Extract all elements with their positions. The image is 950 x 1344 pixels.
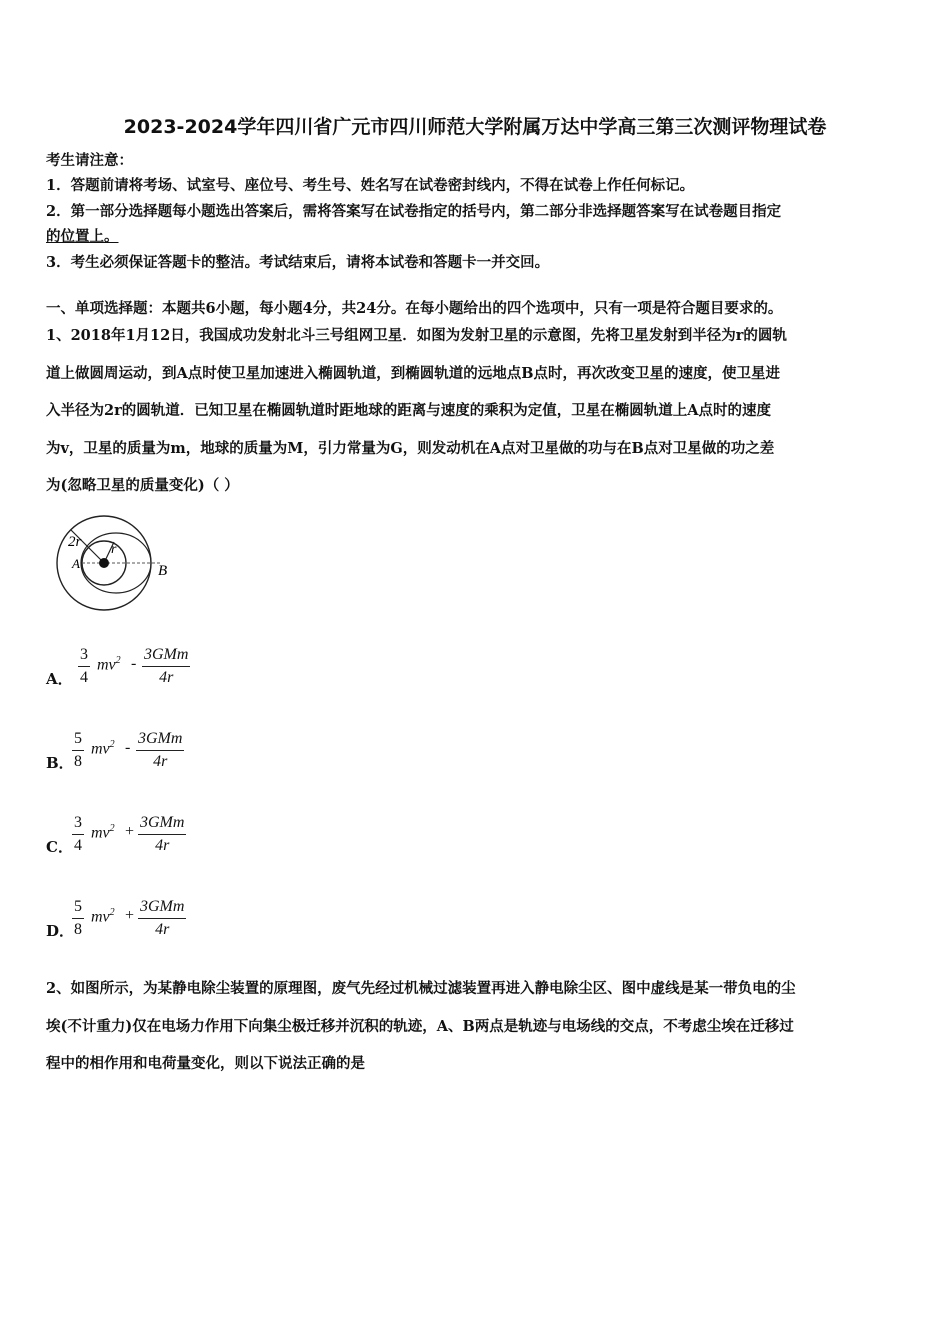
section-1-heading: 一、单项选择题：本题共6小题，每小题4分，共24分。在每小题给出的四个选项中，只有一项是符合题目要求的。: [46, 300, 783, 317]
option-a-fraction: 3GMm 4r: [144, 646, 189, 686]
option-c-sign: +: [125, 823, 135, 840]
option-d-sign: +: [125, 907, 135, 924]
option-d-fraction: 3GMm 4r: [140, 898, 185, 938]
option-b-term: $mv^2$: [91, 739, 115, 758]
option-d-label[interactable]: D．: [46, 922, 75, 940]
notice-item-2-line-1: 2．第一部分选择题每小题选出答案后，需将答案写在试卷指定的括号内，第二部分非选择题答案写在试卷题目指定: [46, 203, 782, 220]
q1-line-2: 道上做圆周运动，到A点时使卫星加速进入椭圆轨道，到椭圆轨道的远地点B点时，再次改变卫星的速度，使卫星进: [46, 365, 781, 382]
option-b-sign: -: [125, 739, 131, 756]
q1-line-3: 入半径为2r的圆轨道．已知卫星在椭圆轨道时距地球的距离与速度的乘积为定值，卫星在椭圆轨道上A点时的速度: [46, 402, 771, 419]
option-d-coeff: $\frac{5}{8}$: [74, 898, 82, 938]
q2-line-3: 程中的相作用和电荷量变化，则以下说法正确的是: [46, 1055, 365, 1072]
option-b-coeff: $\frac{5}{8}$: [74, 730, 82, 770]
option-b-label[interactable]: B．: [46, 754, 74, 772]
label-b: B: [158, 563, 168, 579]
option-a-label[interactable]: A．: [46, 670, 73, 688]
label-r: r: [111, 542, 117, 557]
option-d-term: $mv^2$: [91, 907, 115, 926]
option-c-term: $mv^2$: [91, 823, 115, 842]
option-c-coeff: $\frac{3}{4}$: [74, 814, 82, 854]
exam-title: 2023-2024学年四川省广元市四川师范大学附属万达中学高三第三次测评物理试卷: [123, 116, 827, 138]
q2-line-1: 2、如图所示，为某静电除尘装置的原理图，废气先经过机械过滤装置再进入静电除尘区、图中虚线是某一带负电的尘: [46, 980, 796, 997]
earth: [99, 558, 109, 568]
label-a: A: [72, 556, 80, 571]
notice-item-2-line-2: 的位置上。: [46, 228, 119, 245]
notice-item-1: 1．答题前请将考场、试室号、座位号、考生号、姓名写在试卷密封线内，不得在试卷上作任何标记。: [46, 177, 695, 194]
q1-line-1: 1、2018年1月12日，我国成功发射北斗三号组网卫星．如图为发射卫星的示意图，先将卫星发射到半径为r的圆轨: [46, 327, 787, 344]
notice-item-3: 3．考生必须保证答题卡的整洁。考试结束后，请将本试卷和答题卡一并交回。: [46, 254, 550, 271]
option-b-fraction: 3GMm 4r: [138, 730, 183, 770]
orbit-diagram: [44, 512, 184, 616]
option-a-term: $mv^2$: [97, 655, 121, 674]
notice-heading: 考生请注意：: [46, 152, 133, 169]
option-a-coeff: $\frac{3}{4}$: [80, 646, 88, 686]
q1-line-5: 为(忽略卫星的质量变化)（ ）: [46, 477, 239, 494]
q2-line-2: 埃(不计重力)仅在电场力作用下向集尘极迁移并沉积的轨迹，A、B两点是轨迹与电场线的交点，不考虑尘埃在迁移过: [46, 1018, 794, 1035]
label-2r: 2r: [68, 534, 82, 550]
option-c-label[interactable]: C．: [46, 838, 73, 856]
q1-line-4: 为v，卫星的质量为m，地球的质量为M，引力常量为G，则发动机在A点对卫星做的功与在B点对卫星做的功之差: [46, 440, 775, 457]
option-a-sign: -: [131, 655, 137, 672]
option-c-fraction: 3GMm 4r: [140, 814, 185, 854]
